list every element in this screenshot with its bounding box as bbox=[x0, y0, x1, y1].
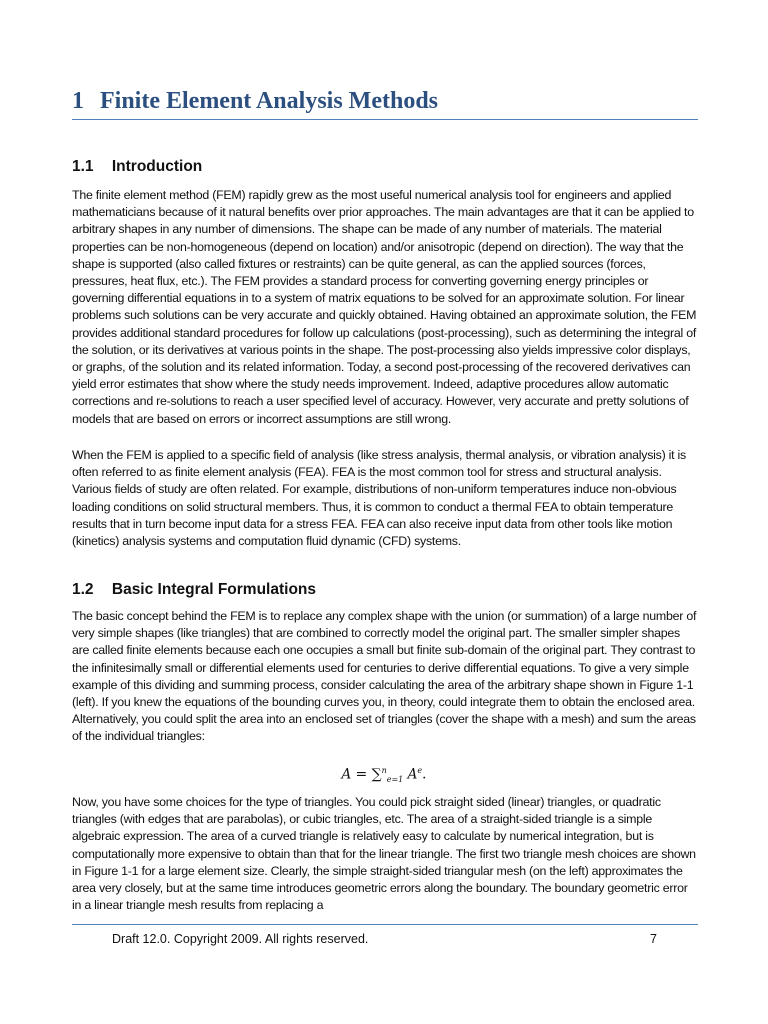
footer-divider bbox=[72, 924, 698, 925]
page-number: 7 bbox=[650, 932, 657, 946]
equation-term: A bbox=[407, 766, 418, 783]
section-number: 1.1 bbox=[72, 158, 94, 175]
paragraph-formulation-1: The basic concept behind the FEM is to replace any complex shape with the union (or summation) of a large number of very simple shapes (like triangles) that are combined to correctly model the original part. The smaller simpler shapes are called finite elements because each one occupies a small but finite sub-domain of the original part. They contrast to the infinitesimally small or differential elements used for centuries to derive differential equations. To give a very simple example of this dividing and summing process, consider calculating the area of the arbitrary shape shown in Figure 1-1 (left). If you knew the equations of the bounding curves you, in theory, could integrate them to obtain the enclosed area. Alternatively, you could split the area into an enclosed set of triangles (cover the shape with a mesh) and sum the areas of the individual triangles: bbox=[72, 609, 697, 744]
chapter-number: 1 bbox=[72, 88, 84, 114]
paragraph-formulation-2: Now, you have some choices for the type of triangles. You could pick straight sided (linear) triangles, or quadratic triangles (with edges that are parabolas), or cubic triangles, etc. The area of a straight-sided triangle is a simple algebraic expression. The area of a curved triangle is relatively easy to calculate by numerical integration, but is computationally more expensive to obtain than that for the linear triangle. The first two triangle mesh choices are shown in Figure 1-1 for a large element size. Clearly, the simple straight-sided triangular mesh (on the left) approximates the area very closely, but at the same time introduces geometric errors along the boundary. The boundary geometric error in a linear triangle mesh results from replacing a bbox=[72, 795, 696, 913]
chapter-title bbox=[72, 88, 698, 120]
section-heading-basic-integral-formulations bbox=[72, 581, 316, 599]
area-summation-equation bbox=[0, 766, 768, 784]
section-heading-introduction bbox=[72, 158, 202, 176]
equation-period: . bbox=[422, 766, 427, 783]
summation-upper-limit: n bbox=[381, 766, 387, 775]
equation-term-superscript: e bbox=[417, 766, 423, 775]
section-number: 1.2 bbox=[72, 581, 94, 598]
equation-lhs: A bbox=[341, 766, 352, 783]
section-title: Basic Integral Formulations bbox=[111, 581, 317, 598]
paragraph-intro-1: The finite element method (FEM) rapidly grew as the most useful numerical analysis tool for engineers and applied mathematicians because of it natural benefits over prior approaches. The main advantages are that it can be applied to arbitrary shapes in any number of dimensions. The shape can be made of any number of materials. The material properties can be non-homogeneous (depend on location) and/or anisotropic (depend on direction). The way that the shape is supported (also called fixtures or restraints) can be quite general, as can the applied sources (forces, pressures, heat flux, etc.). The FEM provides a standard process for converting governing energy principles or governing differential equations in to a system of matrix equations to be solved for an approximate solution. For linear problems such solutions can be very accurate and quickly obtained. Having obtained an approximate solution, the FEM provides additional standard procedures for follow up calculations (post-processing), such as determining the integral of the solution, or its derivatives at various points in the shape. The post-processing also yields impressive color displays, or graphs, of the solution and its related information. Today, a second post-processing of the recovered derivatives can yield error estimates that show where the study needs improvement. Indeed, adaptive procedures allow automatic corrections and re-solutions to reach a user specified level of accuracy. However, very accurate and pretty solutions of models that are based on errors or incorrect assumptions are still wrong. bbox=[72, 188, 697, 426]
summation-symbol: ∑ bbox=[371, 766, 382, 783]
paragraph-intro-2: When the FEM is applied to a specific field of analysis (like stress analysis, thermal analysis, or vibration analysis) it is often referred to as finite element analysis (FEA). FEA is the most common tool for stress and structural analysis. Various fields of study are often related. For example, distributions of non-uniform temperatures induce non-obvious loading conditions on solid structural members. Thus, it is common to conduct a thermal FEA to obtain temperature results that in turn become input data for a stress FEA. FEA can also receive input data from other tools like motion (kinetics) analysis systems and computation fluid dynamic (CFD) systems. bbox=[72, 448, 687, 549]
section-title: Introduction bbox=[111, 158, 203, 175]
footer-copyright: Draft 12.0. Copyright 2009. All rights reserved. bbox=[112, 932, 369, 946]
chapter-title-text: Finite Element Analysis Methods bbox=[100, 88, 439, 114]
summation-lower-limit: e=1 bbox=[386, 775, 404, 785]
equation-equals: = bbox=[355, 766, 368, 783]
